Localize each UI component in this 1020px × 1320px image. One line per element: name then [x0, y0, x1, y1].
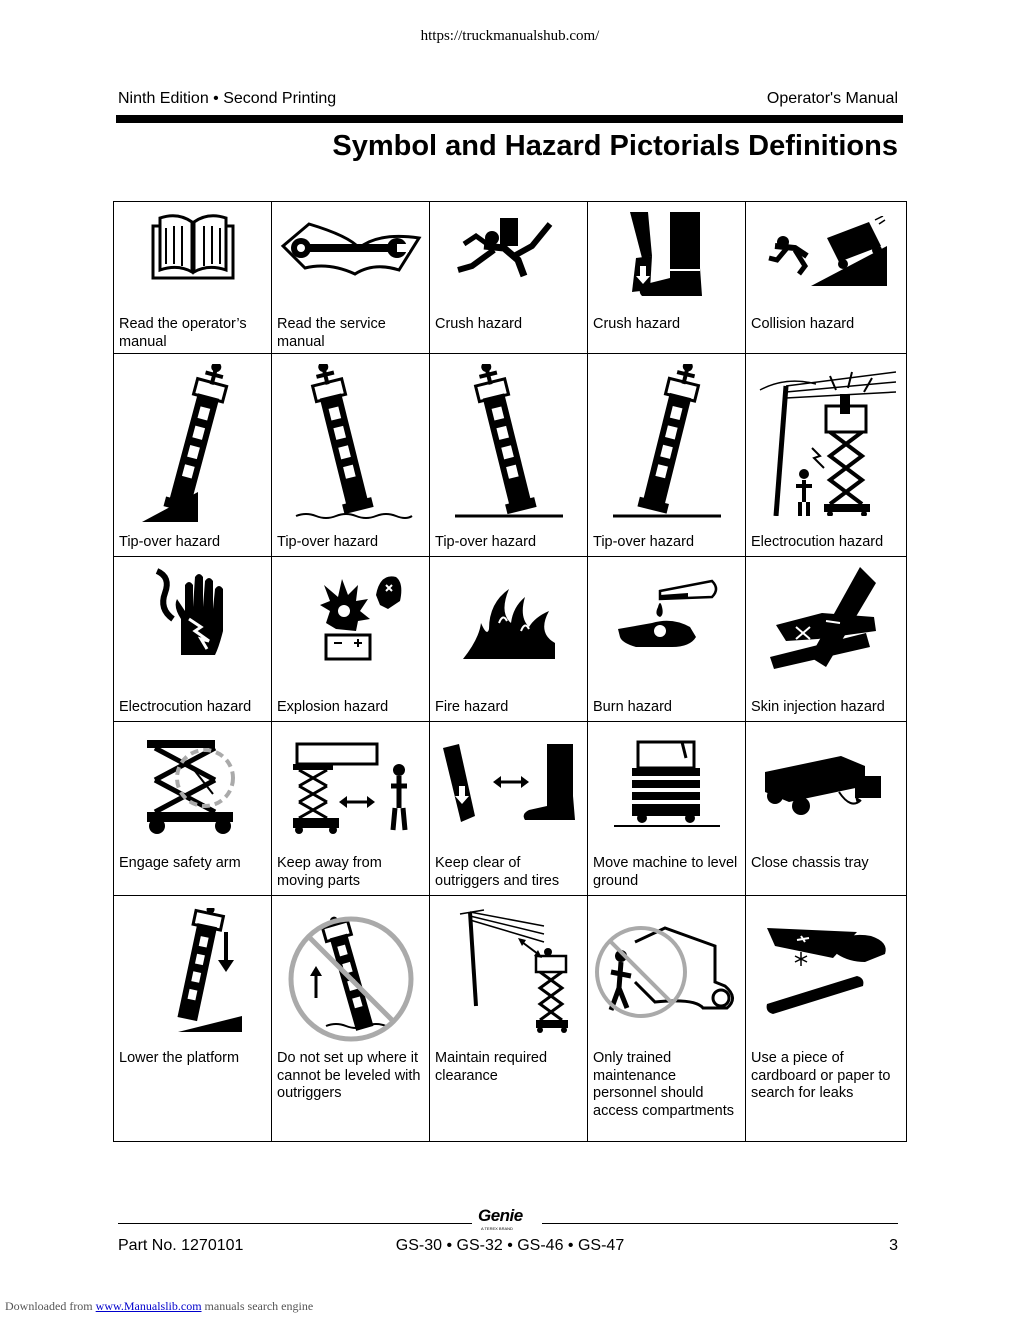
pictorial-cell [588, 557, 746, 722]
tip-over-soft-ground-icon [286, 364, 416, 524]
table-row [114, 896, 907, 1142]
caption: Lower the platform [119, 1050, 240, 1066]
download-prefix: Downloaded from [5, 1299, 96, 1313]
no-outrigger-level-icon [286, 914, 416, 1044]
caption: Tip-over hazard [593, 534, 695, 550]
electrocution-power-line-icon [756, 366, 896, 516]
pictorial-cell [588, 896, 746, 1142]
pictorial-cell [746, 722, 907, 896]
collision-icon [761, 216, 891, 288]
pictorial-table [113, 201, 907, 1142]
outrigger-clearance-icon [439, 744, 579, 824]
caption: Only trained maintenance personnel should access compartments [593, 1050, 735, 1119]
tip-over-lean-icon [449, 364, 569, 524]
falling-person-crush-icon [454, 216, 564, 282]
pictorial-cell [430, 354, 588, 557]
table-row [114, 202, 907, 354]
electrocution-hand-icon [143, 567, 243, 657]
header-edition: Ninth Edition • Second Printing [118, 90, 337, 107]
pictorial-cell [746, 896, 907, 1142]
table-row [114, 557, 907, 722]
page-title: Symbol and Hazard Pictorials Definitions [332, 130, 898, 162]
pictorial-cell [114, 896, 272, 1142]
pictorial-cell [430, 722, 588, 896]
caption: Explosion hazard [277, 699, 389, 715]
caption: Move machine to level ground [593, 855, 738, 889]
header-rule [116, 115, 903, 123]
pictorial-cell [114, 557, 272, 722]
footer-rule-left [118, 1223, 472, 1224]
foot-crush-icon [622, 212, 712, 298]
caption: Tip-over hazard [119, 534, 221, 550]
skin-injection-icon [766, 567, 886, 671]
pictorial-cell [430, 557, 588, 722]
moving-parts-icon [281, 740, 421, 840]
footer-rule-right [542, 1223, 898, 1224]
caption: Close chassis tray [751, 855, 869, 871]
tip-over-wind-icon [607, 364, 727, 524]
pictorial-cell [114, 722, 272, 896]
lower-platform-icon [138, 908, 248, 1034]
service-manual-wrench-icon [279, 218, 423, 278]
pictorial-cell [114, 202, 272, 354]
caption: Read the service manual [277, 316, 386, 350]
table-row [114, 722, 907, 896]
power-line-clearance-icon [444, 906, 574, 1036]
pictorial-cell [746, 557, 907, 722]
caption: Crush hazard [435, 316, 523, 332]
safety-arm-icon [143, 736, 243, 836]
caption: Do not set up where it cannot be leveled with outriggers [277, 1050, 421, 1101]
acid-burn-hand-icon [612, 571, 722, 661]
table-row [114, 354, 907, 557]
caption: Tip-over hazard [435, 534, 537, 550]
caption: Fire hazard [435, 699, 509, 715]
genie-logo: Genie [478, 1206, 523, 1225]
pictorial-cell [588, 722, 746, 896]
restricted-access-icon [595, 922, 739, 1022]
caption: Maintain required clearance [435, 1050, 548, 1084]
caption: Skin injection hazard [751, 699, 885, 715]
chassis-tray-icon [761, 752, 891, 816]
caption: Read the operator’s manual [119, 316, 247, 350]
caption: Keep away from moving parts [277, 855, 382, 889]
pictorial-cell [588, 202, 746, 354]
download-suffix: manuals search engine [201, 1299, 314, 1313]
pictorial-cell [430, 202, 588, 354]
caption: Electrocution hazard [119, 699, 252, 715]
pictorial-cell [114, 354, 272, 557]
caption: Burn hazard [593, 699, 672, 715]
header-manual: Operator's Manual [766, 90, 898, 107]
pictorial-cell [430, 896, 588, 1142]
battery-explosion-icon [296, 571, 406, 661]
caption: Engage safety arm [119, 855, 241, 871]
pictorial-cell [588, 354, 746, 557]
pictorial-cell [272, 354, 430, 557]
caption: Keep clear of outriggers and tires [435, 855, 560, 889]
caption: Crush hazard [593, 316, 681, 332]
genie-logo-tagline: A TEREX BRAND [481, 1226, 513, 1231]
pictorial-cell [746, 354, 907, 557]
caption: Tip-over hazard [277, 534, 379, 550]
pictorial-cell [746, 202, 907, 354]
model-list: GS-30 • GS-32 • GS-46 • GS-47 [395, 1237, 625, 1254]
source-url[interactable]: https://truckmanualshub.com/ [420, 28, 600, 44]
pictorial-cell [272, 202, 430, 354]
caption: Collision hazard [751, 316, 855, 332]
fire-icon [459, 583, 559, 663]
part-number: Part No. 1270101 [118, 1237, 244, 1254]
caption: Use a piece of cardboard or paper to search for leaks [751, 1050, 891, 1101]
pictorial-cell [272, 722, 430, 896]
download-notice [5, 1299, 313, 1314]
manualslib-link[interactable]: www.Manualslib.com [95, 1299, 202, 1313]
leak-search-icon [761, 922, 891, 1018]
caption: Electrocution hazard [751, 534, 884, 550]
pictorial-cell [272, 896, 430, 1142]
open-book-icon [148, 208, 238, 283]
page-number: 3 [889, 1237, 898, 1254]
level-ground-icon [612, 740, 722, 830]
pictorial-cell [272, 557, 430, 722]
tip-over-slope-icon [138, 364, 248, 524]
